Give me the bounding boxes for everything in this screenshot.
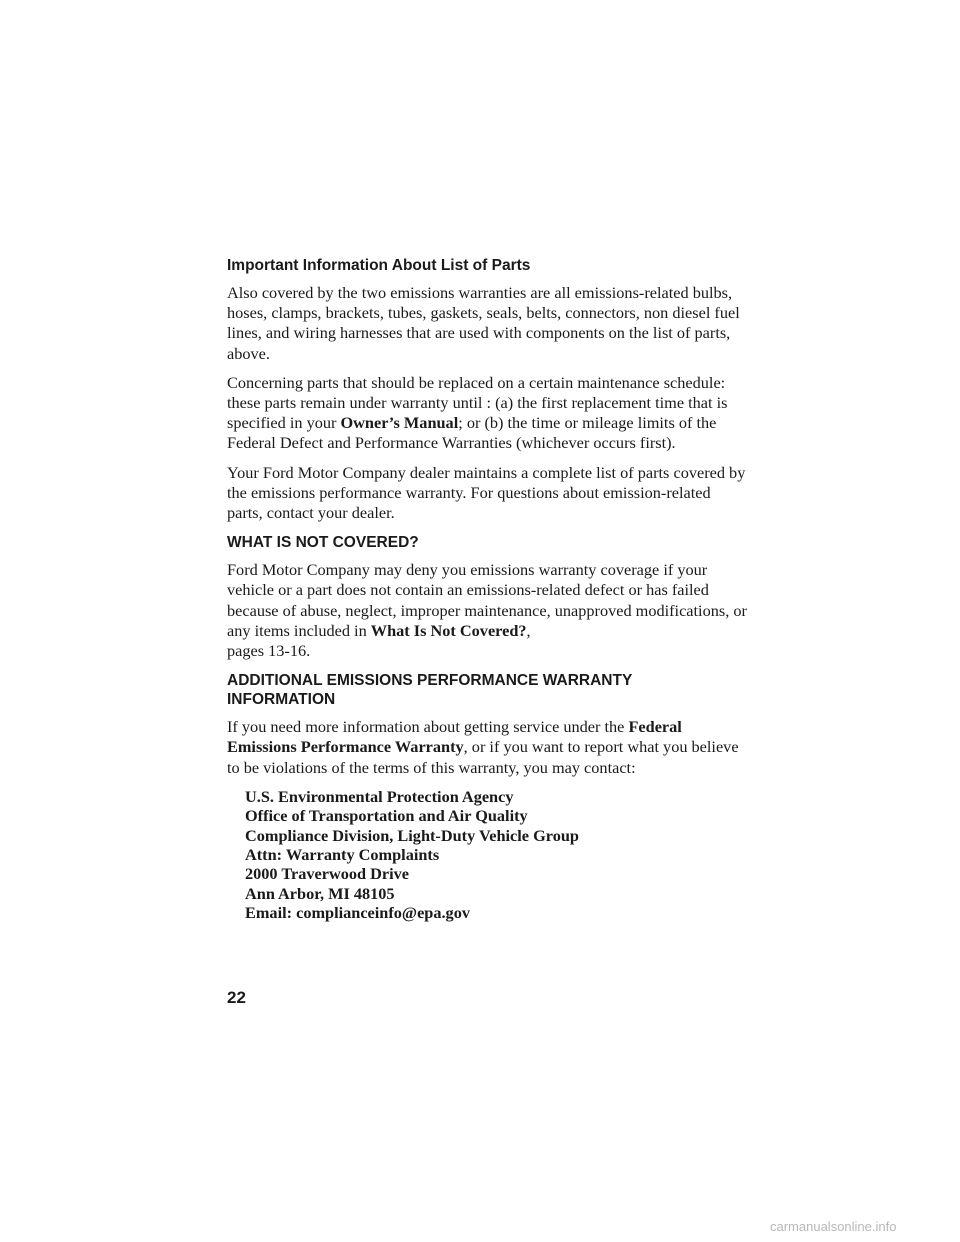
text-segment: Concerning parts that should be replaced on a certain maintenance schedule: these parts remain under warranty until : (a) the first replacement time that is specified in your [227,372,728,433]
pages-ref: pages 13-16. [227,641,311,661]
text-segment: If you need more information about getting service under the [227,717,629,737]
heading-not-covered: WHAT IS NOT COVERED? [227,534,419,552]
paragraph-deny-coverage [227,560,747,661]
paragraph-more-information [227,717,747,778]
text-segment: , or if you want to report what you believe to be violations of the terms of this warranty, you may contact: [227,737,739,777]
heading-line: INFORMATION [227,691,336,709]
federal-warranty-ref: Federal Emissions Performance Warranty [227,717,682,757]
epa-address-block [245,787,747,923]
page-content [227,256,747,923]
heading-list-of-parts: Important Information About List of Parts [227,257,531,274]
not-covered-ref: What Is Not Covered? [370,620,527,640]
watermark-text: carmanualsonline.info [770,1219,897,1234]
text-segment: ; or (b) the time or mileage limits of the Federal Defect and Performance Warranties (whichever occurs first). [227,413,717,453]
page-number: 22 [227,988,246,1007]
address-line-city: Ann Arbor, MI 48105 [245,883,395,903]
address-line-agency: U.S. Environmental Protection Agency [245,786,514,806]
paragraph-maintenance-schedule [227,373,747,454]
address-line-email: Email: complianceinfo@epa.gov [245,903,470,923]
address-line-street: 2000 Traverwood Drive [245,864,409,884]
text-segment: , [526,620,531,640]
heading-additional-info [227,671,747,709]
text-segment: Ford Motor Company may deny you emissions warranty coverage if your vehicle or a part does not contain an emissions-related defect or has failed because of abuse, neglect, improper maintenance, unapproved modifications, or any items included in [227,560,747,640]
paragraph-covered-items: Also covered by the two emissions warranties are all emissions-related bulbs, hoses, clamps, brackets, tubes, gaskets, seals, belts, connectors, non diesel fuel lines, and wiring harnesses that are used with components on the list of parts, above. [227,283,740,363]
heading-line: ADDITIONAL EMISSIONS PERFORMANCE WARRANTY [227,672,633,690]
address-line-division: Compliance Division, Light-Duty Vehicle Group [245,825,579,845]
paragraph-dealer-list: Your Ford Motor Company dealer maintains a complete list of parts covered by the emissions performance warranty. For questions about emission-related parts, contact your dealer. [227,462,746,523]
owners-manual-ref: Owner’s Manual [340,413,459,433]
address-line-attn: Attn: Warranty Complaints [245,845,440,865]
address-line-office: Office of Transportation and Air Quality [245,806,528,826]
